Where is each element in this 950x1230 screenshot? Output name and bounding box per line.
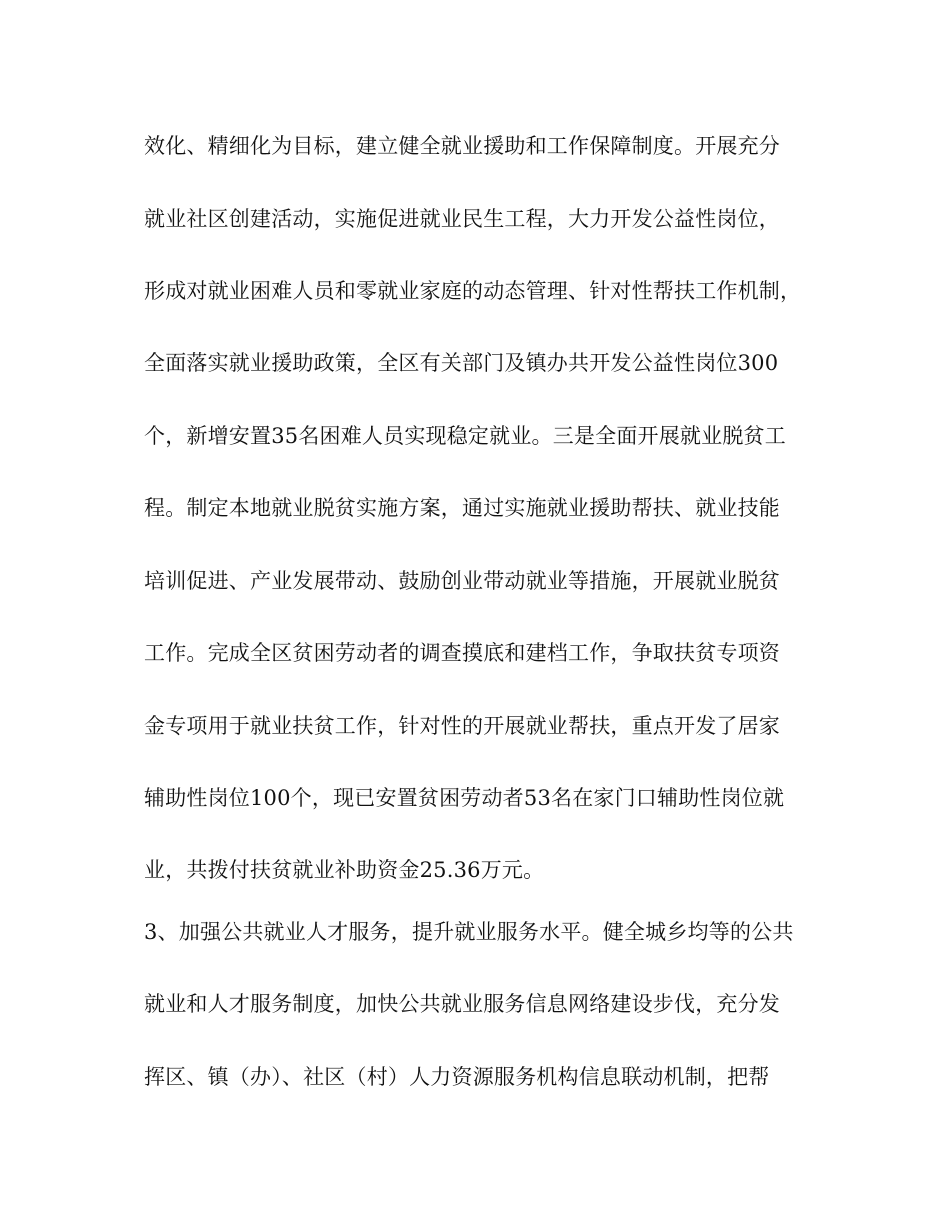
paragraph-line: 程。制定本地就业脱贫实施方案，通过实施就业援助帮扶、就业技能 — [144, 496, 780, 520]
paragraph-line: 挥区、镇（办）、社区（村）人力资源服务机构信息联动机制，把帮 — [144, 1065, 770, 1089]
paragraph-line: 个，新增安置35名困难人员实现稳定就业。三是全面开展就业脱贫工 — [144, 424, 786, 448]
paragraph-line: 3、加强公共就业人才服务，提升就业服务水平。健全城乡均等的公共 — [144, 920, 794, 944]
paragraph-line: 辅助性岗位100个，现已安置贫困劳动者53名在家门口辅助性岗位就 — [144, 786, 785, 810]
paragraph-line: 工作。完成全区贫困劳动者的调查摸底和建档工作，争取扶贫专项资 — [144, 641, 780, 665]
paragraph-line: 业，共拨付扶贫就业补助资金25.36万元。 — [144, 858, 545, 882]
paragraph-line: 培训促进、产业发展带动、鼓励创业带动就业等措施，开展就业脱贫 — [144, 569, 780, 593]
paragraph-line: 形成对就业困难人员和零就业家庭的动态管理、针对性帮扶工作机制， — [144, 279, 802, 303]
paragraph-line: 就业和人才服务制度，加快公共就业服务信息网络建设步伐，充分发 — [144, 992, 780, 1016]
paragraph-line: 效化、精细化为目标，建立健全就业援助和工作保障制度。开展充分 — [144, 134, 780, 158]
paragraph-line: 全面落实就业援助政策，全区有关部门及镇办共开发公益性岗位300 — [144, 351, 779, 375]
paragraph-line: 金专项用于就业扶贫工作，针对性的开展就业帮扶，重点开发了居家 — [144, 714, 780, 738]
paragraph-line: 就业社区创建活动，实施促进就业民生工程，大力开发公益性岗位， — [144, 207, 780, 231]
